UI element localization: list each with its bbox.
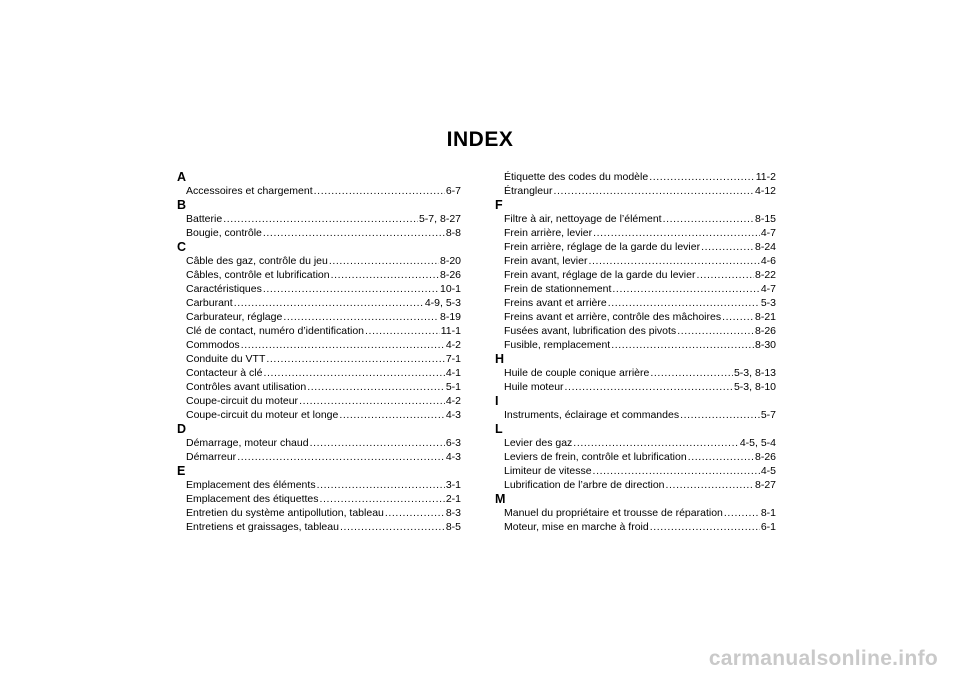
index-entry-page: 4-2 [445,395,461,407]
index-entry-label: Démarrage, moteur chaud [186,437,309,449]
index-column-right [495,170,776,534]
index-entry [177,408,461,422]
dot-leader [385,506,445,520]
dot-leader [263,282,439,296]
index-entry-label: Emplacement des éléments [186,479,316,491]
index-entry-page: 8-24 [754,241,776,253]
index-entry [177,478,461,492]
dot-leader [688,450,754,464]
index-entry-page: 4-1 [445,367,461,379]
index-entry [495,450,776,464]
index-entry-label: Frein arrière, levier [504,227,593,239]
index-entry-page: 4-2 [445,339,461,351]
index-entry-label: Lubrification de l’arbre de direction [504,479,665,491]
index-entry-label: Freins avant et arrière [504,297,607,309]
index-entry-label: Limiteur de vitesse [504,465,592,477]
dot-leader [649,170,755,184]
index-entry-page: 4-7 [760,283,776,295]
index-entry [495,254,776,268]
index-entry-page: 4-9, 5-3 [424,297,461,309]
index-entry-label: Coupe-circuit du moteur [186,395,299,407]
dot-leader [340,520,445,534]
index-entry-page: 5-7 [760,409,776,421]
index-entry-page: 4-6 [760,255,776,267]
index-entry [177,226,461,240]
index-entry-label: Carburateur, réglage [186,311,283,323]
index-entry-page: 5-3 [760,297,776,309]
dot-leader [573,436,739,450]
index-entry-page: 6-7 [445,185,461,197]
index-entry-label: Instruments, éclairage et commandes [504,409,680,421]
dot-leader [266,352,444,366]
index-entry-label: Étiquette des codes du modèle [504,171,649,183]
index-entry-page: 8-26 [439,269,461,281]
index-entry-page: 5-3, 8-13 [733,367,776,379]
index-section-letter: C [177,240,187,254]
index-entry-label: Freins avant et arrière, contrôle des mâchoires [504,311,722,323]
dot-leader [299,394,445,408]
index-entry-label: Contacteur à clé [186,367,263,379]
index-entry-page: 7-1 [445,353,461,365]
dot-leader [329,254,439,268]
index-entry [495,366,776,380]
index-entry-label: Frein avant, levier [504,255,588,267]
dot-leader [650,520,760,534]
index-entry-page: 8-5 [445,521,461,533]
index-entry-page: 8-27 [754,479,776,491]
index-entry [495,324,776,338]
dot-leader [724,506,760,520]
index-entry-label: Accessoires et chargement [186,185,313,197]
dot-leader [365,324,440,338]
dot-leader [314,184,445,198]
index-entry-page: 4-12 [754,185,776,197]
index-section-letter: D [177,422,187,436]
index-entry [495,268,776,282]
index-entry [177,436,461,450]
index-entry [177,338,461,352]
index-entry [177,310,461,324]
dot-leader [553,184,754,198]
index-entry-label: Fusées avant, lubrification des pivots [504,325,677,337]
index-entry-page: 4-5, 5-4 [739,437,776,449]
index-section-letter: B [177,198,187,212]
index-section-letter: M [495,492,506,506]
dot-leader [666,478,754,492]
dot-leader [317,478,445,492]
index-entry [177,352,461,366]
index-entry-label: Levier des gaz [504,437,573,449]
index-entry-label: Câble des gaz, contrôle du jeu [186,255,328,267]
dot-leader [593,226,760,240]
index-entry [495,436,776,450]
dot-leader [611,338,754,352]
index-entry-page: 8-22 [754,269,776,281]
index-entry-label: Batterie [186,213,223,225]
index-entry-page: 6-3 [445,437,461,449]
index-entry [177,506,461,520]
index-entry [495,506,776,520]
index-entry [177,380,461,394]
index-entry-label: Filtre à air, nettoyage de l’élément [504,213,662,225]
index-entry-label: Coupe-circuit du moteur et longe [186,409,339,421]
index-section-letter: F [495,198,503,212]
index-entry [177,366,461,380]
index-entry [495,282,776,296]
index-section-letter: I [495,394,499,408]
dot-leader [612,282,759,296]
index-entry-page: 2-1 [445,493,461,505]
dot-leader [663,212,754,226]
index-entry [177,212,461,226]
index-entry [177,282,461,296]
index-entry-page: 8-8 [445,227,461,239]
index-entry-label: Caractéristiques [186,283,262,295]
index-entry [495,170,776,184]
index-entry-page: 5-3, 8-10 [733,381,776,393]
dot-leader [608,296,760,310]
index-entry-page: 8-1 [760,507,776,519]
dot-leader [310,436,445,450]
index-entry-label: Frein avant, réglage de la garde du levier [504,269,696,281]
index-entry-label: Leviers de frein, contrôle et lubrification [504,451,687,463]
dot-leader [339,408,444,422]
dot-leader [593,464,760,478]
dot-leader [283,310,439,324]
dot-leader [588,254,759,268]
dot-leader [241,338,445,352]
watermark: carmanualsonline.info [708,647,938,670]
index-entry-label: Commodos [186,339,240,351]
page-title: INDEX [446,128,514,151]
index-section-letter: A [177,170,187,184]
index-entry [495,226,776,240]
index-entry [177,520,461,534]
index-entry-label: Frein de stationnement [504,283,612,295]
index-entry-page: 3-1 [445,479,461,491]
index-entry [177,296,461,310]
index-entry [495,408,776,422]
index-section-letter: H [495,352,505,366]
dot-leader [234,296,424,310]
dot-leader [331,268,439,282]
dot-leader [696,268,754,282]
index-entry-page: 4-5 [760,465,776,477]
index-entry [495,296,776,310]
dot-leader [307,380,445,394]
index-entry-page: 5-7, 8-27 [418,213,461,225]
index-entry-label: Entretiens et graissages, tableau [186,521,339,533]
index-entry-label: Étrangleur [504,185,553,197]
index-entry-page: 4-3 [445,451,461,463]
index-section-letter: E [177,464,186,478]
index-entry [495,380,776,394]
index-entry [177,184,461,198]
index-entry [495,338,776,352]
index-entry-page: 5-1 [445,381,461,393]
dot-leader [263,226,445,240]
dot-leader [677,324,754,338]
index-entry [495,464,776,478]
index-entry-label: Manuel du propriétaire et trousse de réparation [504,507,723,519]
index-entry-page: 10-1 [439,283,461,295]
index-entry-label: Carburant [186,297,233,309]
index-entry-page: 6-1 [760,521,776,533]
index-entry-page: 11-1 [440,325,461,337]
index-entry [495,520,776,534]
index-entry-page: 8-15 [754,213,776,225]
index-entry-page: 8-26 [754,325,776,337]
index-entry [177,492,461,506]
index-entry-label: Clé de contact, numéro d’identification [186,325,365,337]
index-entry-page: 8-19 [439,311,461,323]
index-entry-page: 4-7 [760,227,776,239]
index-entry-page: 8-26 [754,451,776,463]
index-entry [495,212,776,226]
index-entry-label: Frein arrière, réglage de la garde du levier [504,241,701,253]
index-entry-label: Démarreur [186,451,237,463]
index-section-letter: L [495,422,503,436]
index-entry [177,254,461,268]
index-entry [495,240,776,254]
index-entry-label: Entretien du système antipollution, tableau [186,507,384,519]
index-entry-label: Contrôles avant utilisation [186,381,307,393]
index-entry-page: 8-3 [445,507,461,519]
index-entry [495,184,776,198]
index-entry-label: Câbles, contrôle et lubrification [186,269,330,281]
index-entry-page: 11-2 [755,171,776,183]
index-entry [177,394,461,408]
index-column-left [177,170,461,534]
index-entry-label: Bougie, contrôle [186,227,262,239]
index-entry [495,478,776,492]
index-entry-label: Huile moteur [504,381,564,393]
index-entry-page: 8-20 [439,255,461,267]
index-entry-page: 8-21 [754,311,776,323]
dot-leader [565,380,733,394]
index-entry [495,310,776,324]
dot-leader [223,212,418,226]
index-entry-label: Emplacement des étiquettes [186,493,319,505]
index-entry-page: 4-3 [445,409,461,421]
dot-leader [722,310,754,324]
dot-leader [320,492,445,506]
dot-leader [680,408,760,422]
index-entry-label: Huile de couple conique arrière [504,367,650,379]
index-entry [177,268,461,282]
index-entry-label: Fusible, remplacement [504,339,611,351]
index-entry [177,450,461,464]
index-entry-label: Moteur, mise en marche à froid [504,521,649,533]
dot-leader [650,366,733,380]
index-entry [177,324,461,338]
index-entry-page: 8-30 [754,339,776,351]
dot-leader [237,450,445,464]
index-entry-label: Conduite du VTT [186,353,266,365]
dot-leader [263,366,444,380]
dot-leader [701,240,754,254]
